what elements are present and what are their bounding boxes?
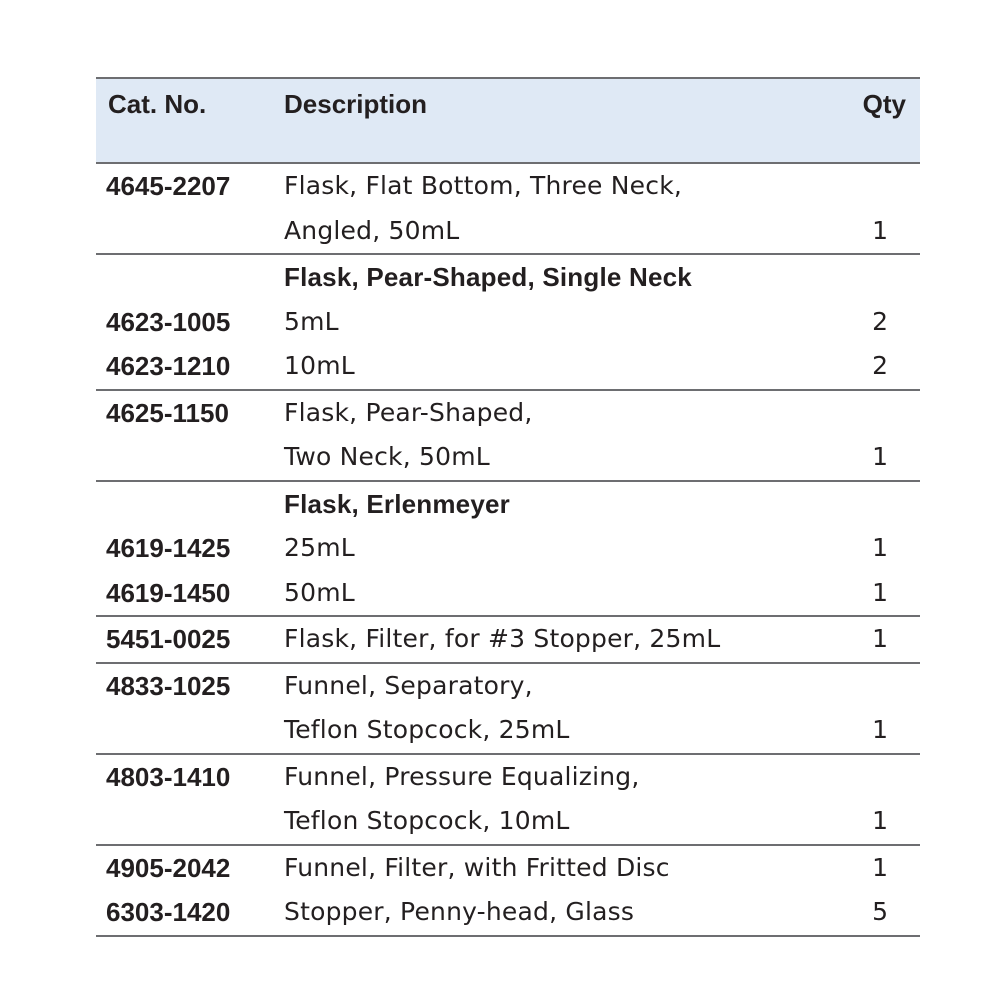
cat-no-cell: 4625-1150 (106, 397, 229, 428)
cat-no-cell: 4905-2042 (106, 852, 231, 883)
table-row (96, 482, 920, 527)
cat-no-cell: 5451-0025 (106, 624, 231, 654)
row-group (96, 755, 920, 846)
cat-no-cell: 4623-1210 (106, 351, 231, 381)
description-cell: 50mL (284, 577, 355, 607)
description-cell: 5mL (284, 306, 339, 336)
description-cell: Angled, 50mL (284, 215, 460, 245)
description-cell: Funnel, Separatory, (284, 670, 533, 700)
qty-cell: 1 (872, 624, 888, 653)
qty-cell: 1 (872, 533, 888, 562)
table-row (96, 571, 920, 616)
description-cell: Two Neck, 50mL (284, 442, 490, 471)
table-row (96, 391, 920, 436)
row-group (96, 482, 920, 618)
qty-cell: 5 (872, 897, 888, 926)
row-group (96, 255, 920, 391)
row-group (96, 391, 920, 482)
cat-no-cell: 4645-2207 (106, 171, 231, 201)
table-row (96, 664, 920, 709)
cat-no-cell: 4833-1025 (106, 670, 231, 701)
table-row (96, 526, 920, 571)
cat-no-cell: 4803-1410 (106, 761, 231, 792)
table-row (96, 255, 920, 300)
description-cell: Teflon Stopcock, 10mL (284, 806, 570, 835)
description-cell: 10mL (284, 351, 355, 380)
header-cat-no: Cat. No. (108, 89, 207, 119)
cat-no-cell: 4623-1005 (106, 306, 231, 337)
qty-cell: 1 (872, 577, 888, 607)
row-group (96, 617, 920, 664)
parts-table (96, 77, 920, 937)
description-cell: Funnel, Pressure Equalizing, (284, 761, 640, 791)
qty-cell: 2 (872, 351, 888, 380)
table-row (96, 755, 920, 800)
table-row (96, 708, 920, 753)
cat-no-cell: 6303-1420 (106, 897, 231, 927)
description-cell: Flask, Filter, for #3 Stopper, 25mL (284, 624, 721, 653)
qty-cell: 1 (872, 215, 888, 245)
table-row (96, 300, 920, 345)
row-group (96, 164, 920, 255)
description-cell: Stopper, Penny-head, Glass (284, 897, 635, 926)
table-row (96, 799, 920, 844)
row-group (96, 664, 920, 755)
cat-no-cell: 4619-1425 (106, 533, 231, 563)
qty-cell: 1 (872, 806, 888, 835)
qty-cell: 1 (872, 715, 888, 744)
description-cell: Flask, Pear-Shaped, (284, 397, 533, 427)
section-heading: Flask, Erlenmeyer (284, 488, 510, 519)
table-row (96, 209, 920, 254)
description-cell: Teflon Stopcock, 25mL (284, 715, 570, 744)
header-description: Description (284, 89, 428, 119)
description-cell: 25mL (284, 533, 355, 562)
row-group (96, 846, 920, 937)
qty-cell: 1 (872, 442, 888, 471)
table-body (96, 164, 920, 937)
qty-cell: 2 (872, 306, 888, 336)
description-cell: Funnel, Filter, with Fritted Disc (284, 852, 670, 882)
table-row (96, 846, 920, 891)
cat-no-cell: 4619-1450 (106, 577, 231, 608)
table-row (96, 435, 920, 480)
section-heading: Flask, Pear-Shaped, Single Neck (284, 262, 692, 292)
table-row (96, 890, 920, 935)
table-row (96, 164, 920, 209)
description-cell: Flask, Flat Bottom, Three Neck, (284, 171, 683, 200)
header-qty: Qty (862, 89, 906, 119)
qty-cell: 1 (872, 852, 888, 882)
table-row (96, 617, 920, 662)
table-row (96, 344, 920, 389)
table-header (96, 77, 920, 164)
